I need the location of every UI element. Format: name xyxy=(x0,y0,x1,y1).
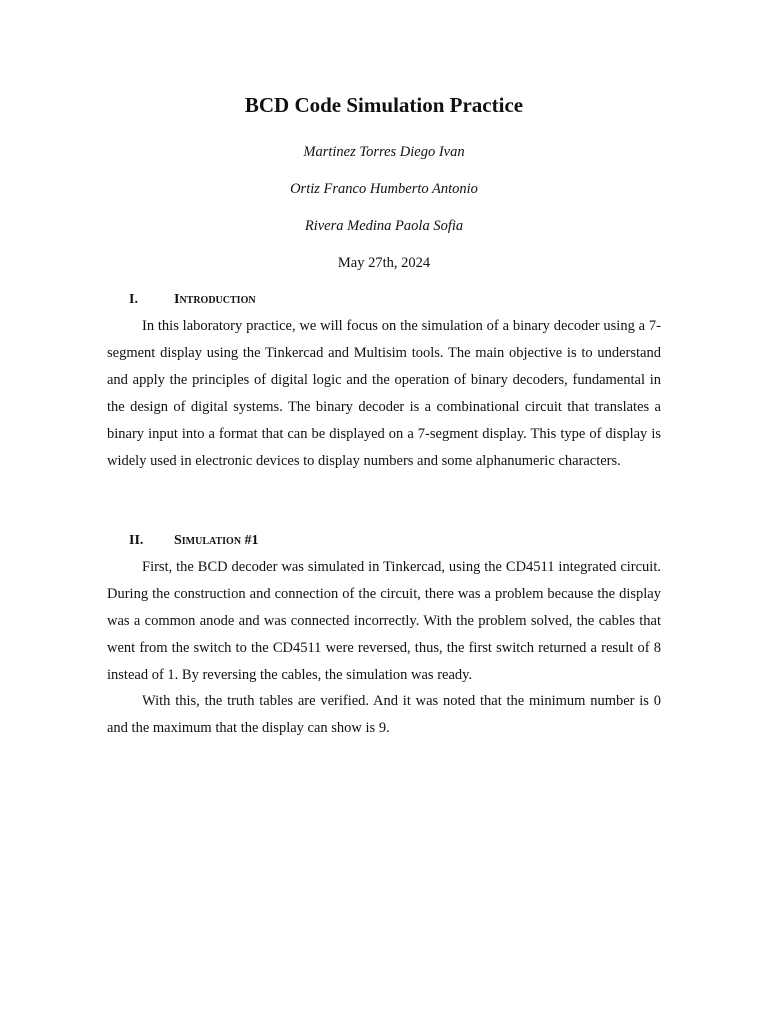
section-title: Introduction xyxy=(174,292,256,307)
date: May 27th, 2024 xyxy=(337,255,431,271)
section-title: Simulation #1 xyxy=(174,533,259,548)
author-1: Martinez Torres Diego Ivan xyxy=(303,144,465,160)
simulation-paragraph-1: First, the BCD decoder was simulated in Tinkercad, using the CD4511 integrated circuit. During the construction and connection of the circuit, there was a problem because the display was a common anode and was connected incorrectly. With the problem solved, the cables that went from the switch to the CD4511 were reversed, thus, the first switch returned a result of 8 instead of 1. By reversing the cables, the simulation was ready. xyxy=(107,559,661,683)
section-heading-introduction xyxy=(129,290,256,310)
introduction-paragraph: In this laboratory practice, we will focus on the simulation of a binary decoder using a 7-segment display using the Tinkercad and Multisim tools. The main objective is to understand and apply the principles of digital logic and the operation of binary decoders, fundamental in the design of digital systems. The binary decoder is a combinational circuit that translates a binary input into a format that can be displayed on a 7-segment display. This type of display is widely used in electronic devices to display numbers and some alphanumeric characters. xyxy=(107,318,661,469)
section-number: II. xyxy=(129,533,144,548)
section-number: I. xyxy=(129,292,138,307)
author-3: Rivera Medina Paola Sofia xyxy=(304,218,464,234)
author-2: Ortiz Franco Humberto Antonio xyxy=(290,181,478,197)
simulation-paragraph-2: With this, the truth tables are verified. And it was noted that the minimum number is 0 and the maximum that the display can show is 9. xyxy=(107,693,661,736)
section-heading-simulation-1 xyxy=(129,531,259,551)
paper-title: BCD Code Simulation Practice xyxy=(244,93,524,117)
